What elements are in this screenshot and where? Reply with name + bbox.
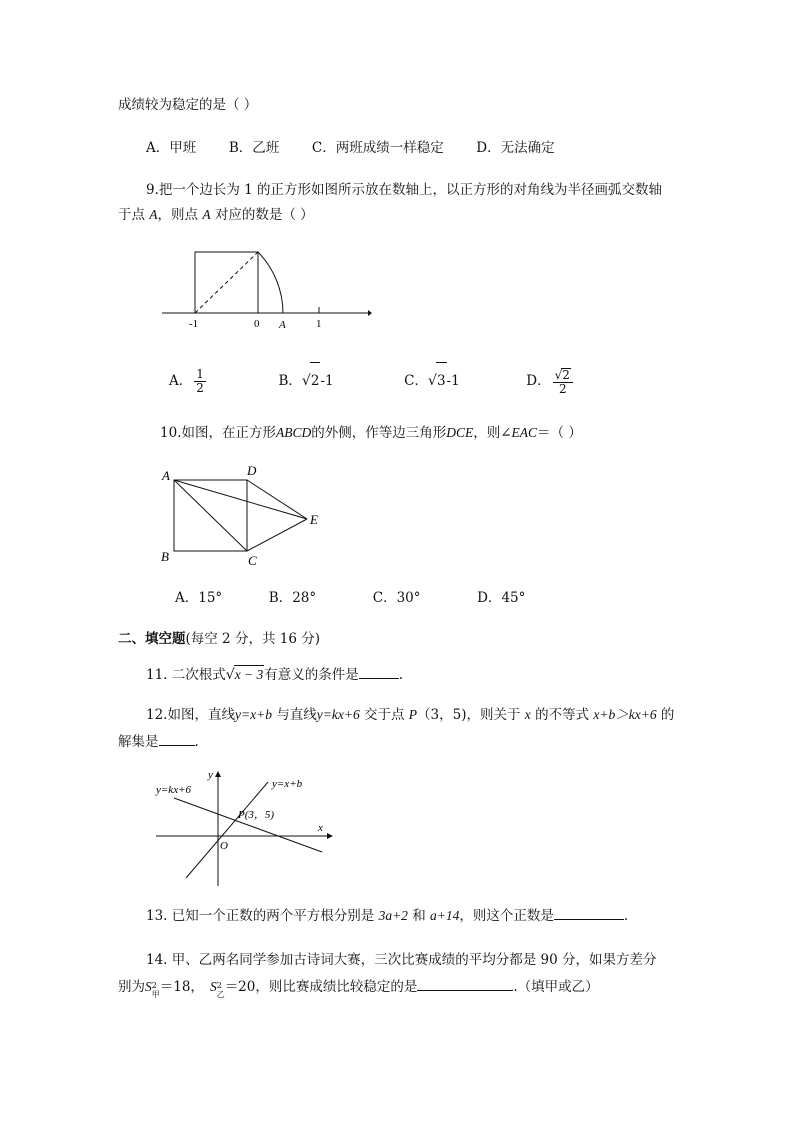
expression-2: a+14 xyxy=(430,908,460,923)
text: ＝20，则比赛成绩比较稳定的是 xyxy=(224,979,418,995)
fraction-one-half xyxy=(194,368,206,395)
variable-x: x xyxy=(524,707,531,722)
label-line-xb: y=x+b xyxy=(272,778,303,790)
q10-option-c[interactable] xyxy=(373,590,421,606)
answer-blank[interactable] xyxy=(417,978,513,991)
q14-stem-line2 xyxy=(118,978,599,999)
angle-name: EAC xyxy=(511,425,538,440)
text: 别为 xyxy=(118,979,145,995)
segment-ce xyxy=(247,519,307,551)
text: ，则这个正数是 xyxy=(459,908,554,924)
text: 的外侧，作等边三角形 xyxy=(311,425,447,441)
q8-option-b[interactable] xyxy=(229,140,279,156)
point-a: A xyxy=(202,207,211,222)
option-label: D． xyxy=(476,140,501,156)
option-text: 两班成绩一样稳定 xyxy=(335,140,444,156)
option-text: 甲班 xyxy=(169,140,197,156)
option-text: 45° xyxy=(501,590,526,606)
text: . xyxy=(398,667,404,683)
q8-option-a[interactable] xyxy=(146,140,196,156)
sub-sup xyxy=(216,978,225,999)
label-minus-1: -1 xyxy=(189,318,199,330)
q10-options xyxy=(175,589,525,607)
q8-option-d[interactable] xyxy=(476,140,554,156)
q9-number-line-figure xyxy=(150,244,380,334)
fraction-sqrt2-over-2 xyxy=(553,368,573,396)
answer-blank[interactable] xyxy=(359,666,399,679)
q9-options xyxy=(169,362,575,398)
answer-blank[interactable] xyxy=(159,733,195,746)
inequality: x+b＞kx+6 xyxy=(593,707,657,722)
square-name: ABCD xyxy=(275,425,312,440)
line-equation-1: y=x+b xyxy=(234,707,272,722)
text: 12.如图，直线 xyxy=(146,707,235,723)
option-text: 无法确定 xyxy=(500,140,555,156)
point-a: A xyxy=(149,207,158,222)
text: （3，5)，则关于 xyxy=(417,707,525,723)
radicand: 2 xyxy=(310,362,321,399)
option-label: B． xyxy=(228,140,253,156)
q10-option-b[interactable] xyxy=(269,590,316,606)
q12-stem-line1 xyxy=(146,706,674,724)
q10-option-a[interactable] xyxy=(175,590,222,606)
text: 有意义的条件是 xyxy=(264,667,359,683)
q9-option-c[interactable] xyxy=(404,373,460,389)
option-label: A． xyxy=(175,590,199,606)
q12-stem-line2 xyxy=(118,733,199,751)
option-label: A． xyxy=(146,140,170,156)
label-origin: O xyxy=(220,840,228,852)
q12-coordinate-figure xyxy=(150,768,340,890)
text: 对应的数是（ ） xyxy=(210,207,314,223)
vertex-A: A xyxy=(162,468,170,483)
text: . xyxy=(623,908,629,924)
superscript: 2 xyxy=(151,981,157,990)
axis-arrow xyxy=(368,310,372,316)
arc xyxy=(258,252,283,313)
q13-stem xyxy=(146,907,628,925)
text: 交于点 xyxy=(359,707,409,723)
segment-de xyxy=(247,480,307,519)
option-text: 30° xyxy=(396,590,421,606)
numerator: 1 xyxy=(196,367,204,381)
option-label: D． xyxy=(477,590,502,606)
text: ＝18， xyxy=(159,979,204,995)
vertex-C: C xyxy=(248,553,257,568)
radical-sign: √ xyxy=(225,667,235,683)
q10-square-triangle-figure xyxy=(155,460,335,572)
q11-stem xyxy=(146,665,403,684)
vertex-B: B xyxy=(161,549,169,564)
option-text: 15° xyxy=(198,590,223,606)
text: 与直线 xyxy=(271,707,317,723)
denominator: 2 xyxy=(558,381,567,396)
sub-sup xyxy=(151,978,160,999)
q8-option-c[interactable] xyxy=(312,140,444,156)
radicand: 2 xyxy=(562,367,570,382)
option-label: D． xyxy=(526,373,551,389)
text: 13. 已知一个正数的两个平方根分别是 xyxy=(146,908,379,924)
radical-sign: √ xyxy=(554,367,563,382)
label-0: 0 xyxy=(254,318,260,330)
numerator xyxy=(553,368,573,383)
vertex-D: D xyxy=(247,463,257,478)
q9-option-a[interactable] xyxy=(169,367,208,395)
q8-stem-tail: 成绩较为稳定的是（ ） xyxy=(118,97,258,113)
text: ＝（ ） xyxy=(537,425,582,441)
option-text: 乙班 xyxy=(252,140,280,156)
variance-symbol: S xyxy=(145,979,152,994)
label-y: y xyxy=(208,769,213,781)
text: 和 xyxy=(407,908,431,924)
section-scoring: (每空 2 分，共 16 分) xyxy=(185,631,320,647)
expression-1: 3a+2 xyxy=(378,908,408,923)
subscript: 甲 xyxy=(151,990,160,999)
y-axis-arrow xyxy=(215,771,221,777)
line-xb xyxy=(186,782,268,878)
text: 的 xyxy=(656,707,675,723)
label-A: A xyxy=(279,319,286,331)
q9-stem-line2 xyxy=(118,206,314,224)
text: 于点 xyxy=(118,207,150,223)
option-text: 28° xyxy=(292,590,317,606)
text: ，则∠ xyxy=(473,425,512,441)
section-title: 二、填空题 xyxy=(118,631,186,647)
denominator: 2 xyxy=(196,381,204,395)
text: 解集是 xyxy=(118,734,159,750)
text: 11. 二次根式 xyxy=(146,667,226,683)
text: 10.如图，在正方形 xyxy=(160,425,276,441)
q8-options xyxy=(146,139,555,157)
text: .（填甲或乙） xyxy=(513,979,599,995)
option-label: C． xyxy=(311,140,336,156)
superscript: 2 xyxy=(216,981,222,990)
option-label: C． xyxy=(404,373,429,389)
q9-stem-line1: 9.把一个边长为 1 的正方形如图所示放在数轴上，以正方形的对角线为半径画弧交数轴 xyxy=(146,182,663,198)
label-point-p: P(3，5) xyxy=(238,809,275,821)
vertex-E: E xyxy=(310,512,318,527)
subscript: 乙 xyxy=(216,990,225,999)
text: ，则点 xyxy=(157,207,203,223)
answer-blank[interactable] xyxy=(554,907,624,920)
radical-sign: √ xyxy=(301,373,311,389)
text: 的不等式 xyxy=(530,707,594,723)
option-label: A． xyxy=(169,373,193,389)
text: . xyxy=(194,734,199,750)
label-line-kx6: y=kx+6 xyxy=(156,784,191,796)
radicand: 3 xyxy=(436,362,447,399)
q10-stem xyxy=(160,424,582,442)
q10-option-d[interactable] xyxy=(477,590,525,606)
option-tail: -1 xyxy=(446,373,460,389)
radicand: x − 3 xyxy=(234,667,264,682)
q14-stem-line1: 14. 甲、乙两名同学参加古诗词大赛，三次比赛成绩的平均分都是 90 分，如果方差分 xyxy=(146,952,657,968)
label-x: x xyxy=(318,822,323,834)
option-label: B． xyxy=(268,590,293,606)
x-axis-arrow xyxy=(327,833,333,839)
triangle-name: DCE xyxy=(446,425,474,440)
q9-option-b[interactable] xyxy=(278,373,333,389)
point-p: P xyxy=(408,707,418,722)
line-equation-2: y=kx+6 xyxy=(316,707,360,722)
option-label: C． xyxy=(372,590,397,606)
radical-sign: √ xyxy=(428,373,437,389)
section-heading xyxy=(118,630,320,648)
diagonal xyxy=(195,252,258,313)
option-label: B． xyxy=(278,373,302,389)
option-tail: -1 xyxy=(320,373,334,389)
variance-symbol: S xyxy=(209,979,217,994)
label-1: 1 xyxy=(316,318,322,330)
q9-option-d[interactable] xyxy=(526,367,575,396)
